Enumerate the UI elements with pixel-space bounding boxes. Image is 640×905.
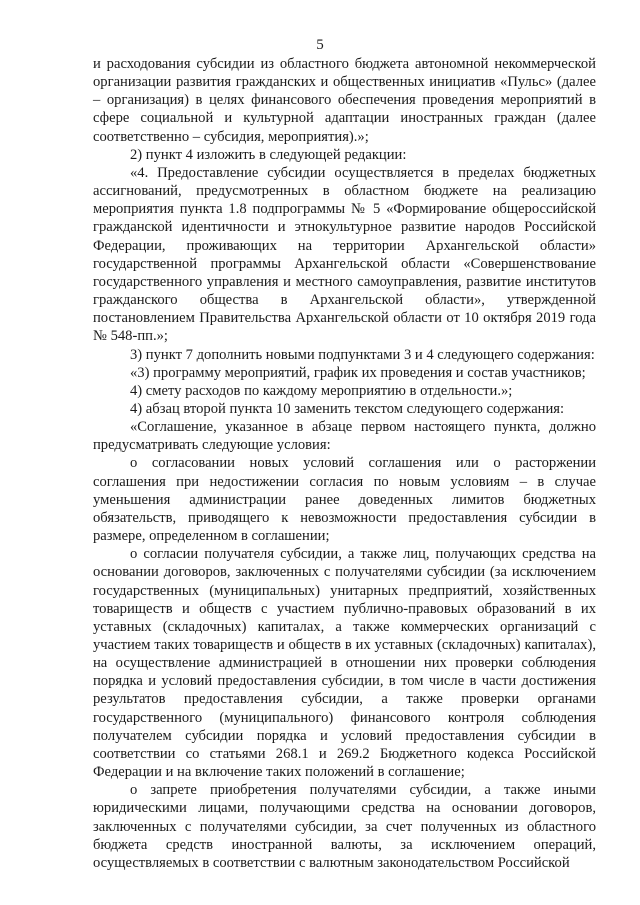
paragraph: 3) пункт 7 дополнить новыми подпунктами 3 и 4 следующего содержания:: [130, 346, 595, 363]
document-body: [93, 55, 596, 872]
paragraph: «Соглашение, указанное в абзаце первом настоящего пункта, должно предусматривать следующие условия:: [93, 419, 596, 454]
paragraph: 4) абзац второй пункта 10 заменить текстом следующего содержания:: [130, 400, 565, 417]
paragraph: «3) программу мероприятий, график их проведения и состав участников;: [130, 364, 586, 381]
paragraph: и расходования субсидии из областного бюджета автономной некоммерческой организации развития гражданских и общественных инициатив «Пульс» (далее – организация) в целях финансового обеспечения проведения мероприятий в сфере социальной и культурной адаптации иностранных граждан (далее соответственно – субсидия, мероприятия).»;: [93, 56, 596, 145]
paragraph: 2) пункт 4 изложить в следующей редакции:: [130, 146, 407, 163]
paragraph: 4) смету расходов по каждому мероприятию в отдельности.»;: [130, 382, 513, 399]
paragraph: о согласовании новых условий соглашения или о расторжении соглашения при недостижении согласия по новым условиям – в случае уменьшения администрации ранее доведенных лимитов бюджетных обязательств, приводящего к невозможности предоставления субсидии в размере, определенном в соглашении;: [93, 455, 596, 545]
paragraph: «4. Предоставление субсидии осуществляется в пределах бюджетных ассигнований, предусмотренных в областном бюджете на реализацию мероприятия пункта 1.8 подпрограммы № 5 «Формирование общероссийской гражданской идентичности и этнокультурное развитие народов Российской Федерации, проживающих на территории Архангельской области» государственной программы Архангельской области «Совершенствование государственного управления и местного самоуправления, развитие институтов гражданского общества в Архангельской области», утвержденной постановлением Правительства Архангельской области от 10 октября 2019 года № 548-пп.»;: [93, 164, 596, 345]
paragraph: о согласии получателя субсидии, а также лиц, получающих средства на основании договоров, заключенных с получателями субсидии (за исключением государственных (муниципальных) унитарных предприятий, хозяйственных товариществ и обществ с участием публично-правовых образований в их уставных (складочных) капиталах, а также коммерческих организаций с участием таких товариществ и обществ в их уставных (складочных) капиталах), на осуществление администрацией в отношении них проверки соблюдения порядка и условий предоставления субсидии, в том числе в части достижения результатов предоставления субсидии, а также проверки органами государственного (муниципального) финансового контроля соблюдения получателем субсидии порядка и условий предоставления субсидии в соответствии со статьями 268.1 и 269.2 Бюджетного кодекса Российской Федерации и на включение таких положений в соглашение;: [93, 546, 596, 781]
page-number: 5: [316, 37, 324, 53]
paragraph: о запрете приобретения получателями субсидии, а также иными юридическими лицами, получающими средства на основании договоров, заключенных с получателями субсидии, за счет полученных из областного бюджета средств иностранной валюты, за исключением операций, осуществляемых в соответствии с валютным законодательством Российской: [93, 782, 596, 871]
